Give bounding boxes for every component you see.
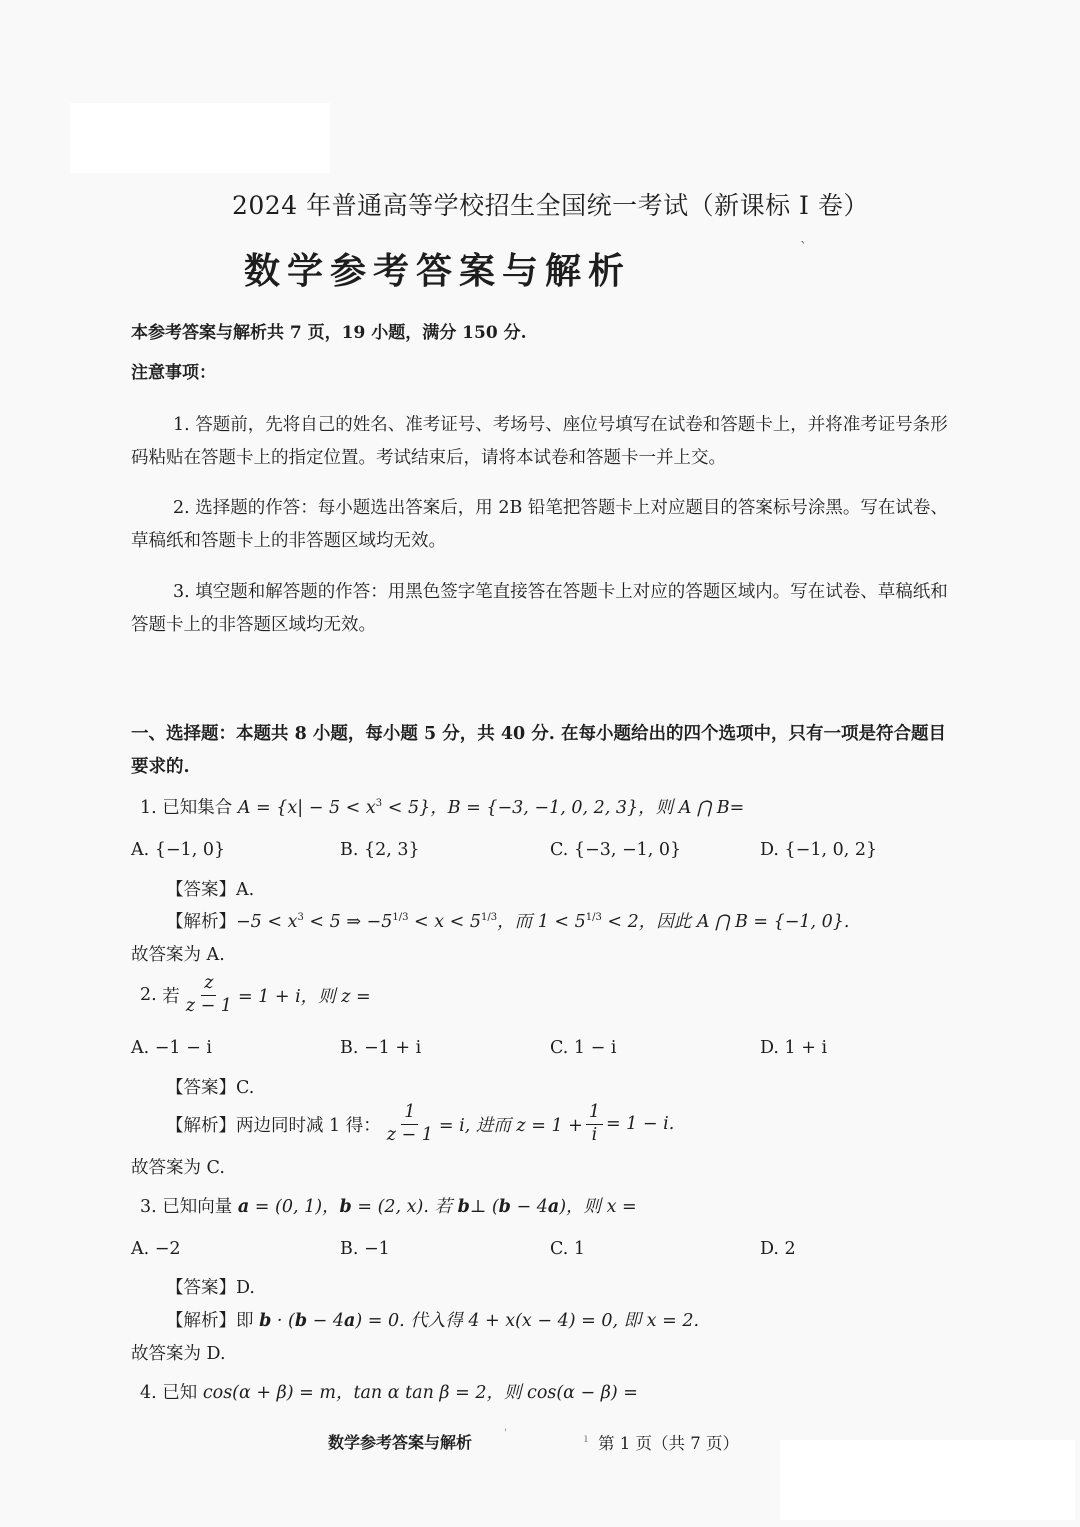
question-stem-math: = 1 + i，则 z =: [237, 986, 371, 1007]
exponent: 1/3: [392, 912, 409, 923]
fraction-numerator: z: [201, 975, 216, 996]
redaction-patch-bottom: [780, 1440, 1075, 1520]
analysis-label: 【解析】: [166, 1115, 236, 1136]
conclusion-line: 故答案为 D.: [131, 1344, 226, 1364]
page-number: 第 1 页（共 7 页）: [598, 1434, 739, 1453]
question-stem-text: 已知向量: [162, 1197, 233, 1217]
question-stem-text: 已知: [162, 1383, 198, 1403]
footer-mark: ': [504, 1428, 507, 1439]
analysis-math: < 5 ⇒ −5: [303, 912, 393, 932]
question-stem-math: = (0, 1)，: [249, 1197, 340, 1217]
fraction-denominator: z − 1: [386, 1124, 433, 1145]
question-stem-math: )，则 x =: [559, 1197, 637, 1217]
notice-item-2: 2. 选择题的作答：每小题选出答案后，用 2B 铅笔把答题卡上对应题目的答案标号涂黑。写在试卷、草稿纸和答题卡上的非答题区域均无效。: [131, 498, 948, 551]
section-heading: 一、选择题：本题共 8 小题，每小题 5 分，共 40 分. 在每小题给出的四个选项中，只有一项是符合题目要求的.: [131, 724, 946, 777]
option-c: C. {−3, −1, 0}: [550, 840, 682, 860]
question-stem-math: < 5}，B = {−3, −1, 0, 2, 3}，则 A ⋂ B=: [382, 798, 745, 818]
option-d: D. 2: [760, 1239, 796, 1259]
question-number: 1.: [140, 798, 157, 818]
question-stem-text: 已知集合: [162, 798, 233, 818]
footer-title: 数学参考答案与解析: [328, 1433, 473, 1452]
analysis-math: −5 < x: [236, 912, 298, 932]
analysis-label: 【解析】: [166, 1311, 236, 1331]
question-stem-math: − 4: [510, 1197, 548, 1217]
fraction: [384, 1104, 436, 1144]
exam-title: 2024 年普通高等学校招生全国统一考试（新课标 I 卷）: [232, 191, 869, 220]
analysis-math: < x < 5: [408, 912, 482, 932]
option-b: B. −1 + i: [340, 1038, 422, 1058]
analysis-math: − 4: [307, 1311, 345, 1331]
fraction-denominator: i: [591, 1124, 598, 1145]
question-stem-math: A = {x| − 5 < x: [237, 798, 376, 818]
footer-mark: ı: [584, 1431, 588, 1445]
notice-item-1: 1. 答题前，先将自己的姓名、准考证号、考场号、座位号填写在试卷和答题卡上，并将准考证号条形码粘贴在答题卡上的指定位置。考试结束后，请将本试卷和答题卡一并上交。: [131, 415, 948, 468]
option-c: C. 1 − i: [550, 1038, 617, 1058]
question-stem-math: cos(α + β) = m，tan α tan β = 2，则 cos(α − β) =: [202, 1383, 638, 1403]
analysis-line: [166, 1307, 699, 1332]
question-number: 2.: [140, 985, 157, 1005]
analysis-line: [166, 1104, 674, 1144]
redaction-patch-top: [70, 103, 330, 173]
question-3: [140, 1193, 637, 1218]
vector-symbol: b: [294, 1311, 308, 1331]
analysis-math: · (: [271, 1311, 295, 1331]
question-4: [140, 1379, 638, 1404]
analysis-text: 两边同时减 1 得：: [236, 1115, 381, 1136]
conclusion-line: 故答案为 C.: [131, 1158, 225, 1178]
vector-symbol: b: [339, 1197, 352, 1217]
question-stem-text: 若: [162, 986, 180, 1007]
question-stem-math: = (2, x). 若: [351, 1197, 458, 1217]
question-1: [140, 794, 744, 819]
option-c: C. 1: [550, 1239, 586, 1259]
analysis-math: ) = 0. 代入得 4 + x(x − 4) = 0, 即 x = 2.: [355, 1311, 700, 1331]
vector-symbol: a: [547, 1197, 560, 1217]
notice-item-3: 3. 填空题和解答题的作答：用黑色签字笔直接答在答题卡上对应的答题区域内。写在试卷、草稿纸和答题卡上的非答题区域均无效。: [131, 582, 948, 635]
exponent: 3: [375, 798, 383, 809]
vector-symbol: b: [498, 1197, 511, 1217]
option-b: B. −1: [340, 1239, 390, 1259]
answer-line: 【答案】C.: [166, 1078, 255, 1098]
analysis-text: 即: [236, 1311, 260, 1331]
option-d: D. 1 + i: [760, 1038, 828, 1058]
analysis-line: [166, 908, 850, 933]
vector-symbol: b: [457, 1197, 470, 1217]
answer-line: 【答案】D.: [166, 1278, 255, 1298]
question-stem-math: ⊥ (: [469, 1197, 499, 1217]
question-2: [140, 975, 371, 1015]
exponent: 3: [297, 912, 304, 923]
option-d: D. {−1, 0, 2}: [760, 840, 878, 860]
exponent: 1/3: [481, 912, 498, 923]
conclusion-line: 故答案为 A.: [131, 945, 225, 965]
notice-heading: 注意事项：: [131, 363, 216, 383]
option-a: A. −1 − i: [131, 1038, 212, 1058]
stray-mark: `: [800, 240, 807, 256]
vector-symbol: a: [237, 1197, 250, 1217]
vector-symbol: a: [344, 1311, 356, 1331]
fraction-numerator: 1: [586, 1104, 603, 1125]
answer-line: 【答案】A.: [166, 880, 255, 900]
analysis-label: 【解析】: [166, 912, 236, 932]
analysis-math: = i, 进而 z = 1 +: [438, 1115, 583, 1136]
question-number: 4.: [140, 1383, 157, 1403]
summary-line: 本参考答案与解析共 7 页，19 小题，满分 150 分.: [131, 323, 527, 343]
fraction-denominator: z − 1: [185, 995, 232, 1016]
analysis-math: < 2，因此 A ⋂ B = {−1, 0}.: [601, 912, 850, 932]
exponent: 1/3: [585, 912, 602, 923]
option-b: B. {2, 3}: [340, 840, 420, 860]
fraction: [183, 975, 235, 1015]
analysis-math: = 1 − i.: [605, 1114, 675, 1134]
option-a: A. −2: [131, 1239, 181, 1259]
fraction-numerator: 1: [401, 1104, 418, 1125]
vector-symbol: b: [259, 1311, 272, 1331]
document-title: 数学参考答案与解析: [244, 251, 632, 292]
question-number: 3.: [140, 1197, 157, 1217]
fraction: [586, 1104, 603, 1144]
analysis-math: ，而 1 < 5: [497, 912, 586, 932]
option-a: A. {−1, 0}: [131, 840, 226, 860]
